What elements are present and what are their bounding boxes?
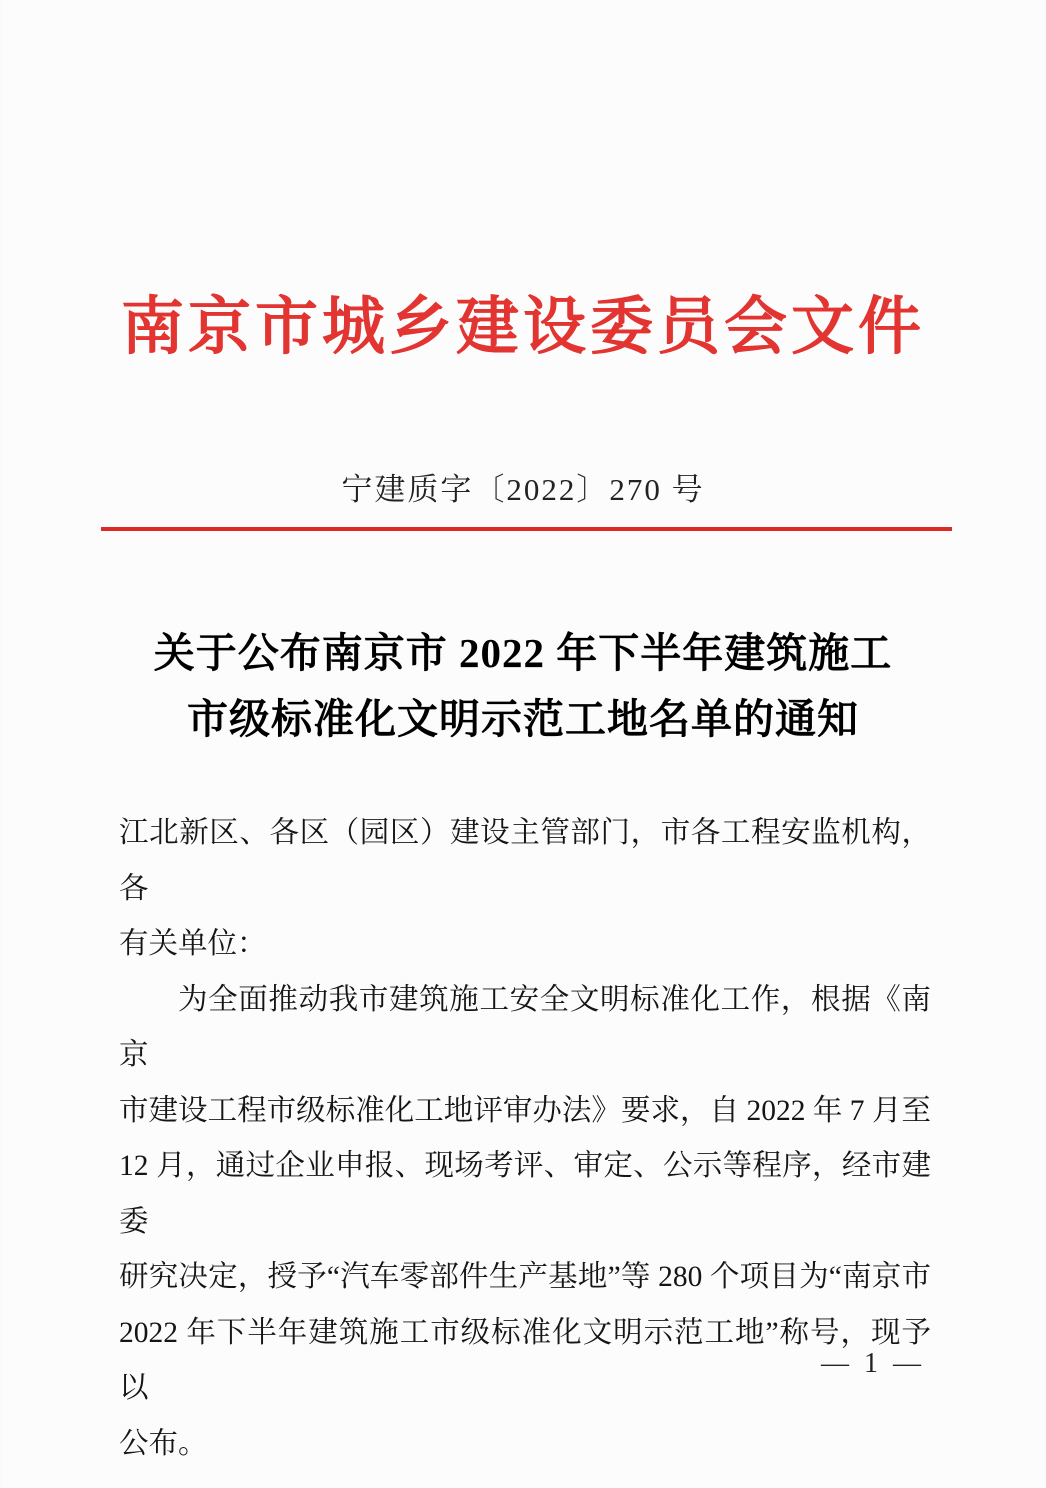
body-line-salutation-end: 有关单位： bbox=[119, 928, 267, 960]
red-divider-line bbox=[101, 527, 952, 531]
document-title-line2: 市级标准化文明示范工地名单的通知 bbox=[187, 696, 859, 742]
document-title bbox=[0, 620, 1046, 752]
body-line-paragraph-end: 公布。 bbox=[119, 1427, 208, 1460]
body-line-paragraph: 12 月，通过企业申报、现场考评、审定、公示等程序，经市建委 bbox=[119, 1150, 931, 1238]
body-line-salutation: 江北新区、各区（园区）建设主管部门，市各工程安监机构，各 bbox=[119, 817, 931, 905]
document-body bbox=[119, 806, 931, 1472]
body-line-paragraph: 研究决定，授予“汽车零部件生产基地”等 280 个项目为“南京市 bbox=[119, 1261, 931, 1293]
body-line-paragraph: 为全面推动我市建筑施工安全文明标准化工作，根据《南京 bbox=[119, 983, 931, 1071]
page-number: — 1 — bbox=[821, 1348, 925, 1379]
document-number: 宁建质字〔2022〕270 号 bbox=[341, 472, 705, 507]
document-title-line1: 关于公布南京市 2022 年下半年建筑施工 bbox=[153, 630, 893, 676]
agency-header-title: 南京市城乡建设委员会文件 bbox=[121, 292, 925, 362]
body-line-paragraph: 2022 年下半年建筑施工市级标准化文明示范工地”称号，现予以 bbox=[119, 1316, 931, 1404]
body-line-paragraph: 市建设工程市级标准化工地评审办法》要求，自 2022 年 7 月至 bbox=[119, 1094, 931, 1127]
